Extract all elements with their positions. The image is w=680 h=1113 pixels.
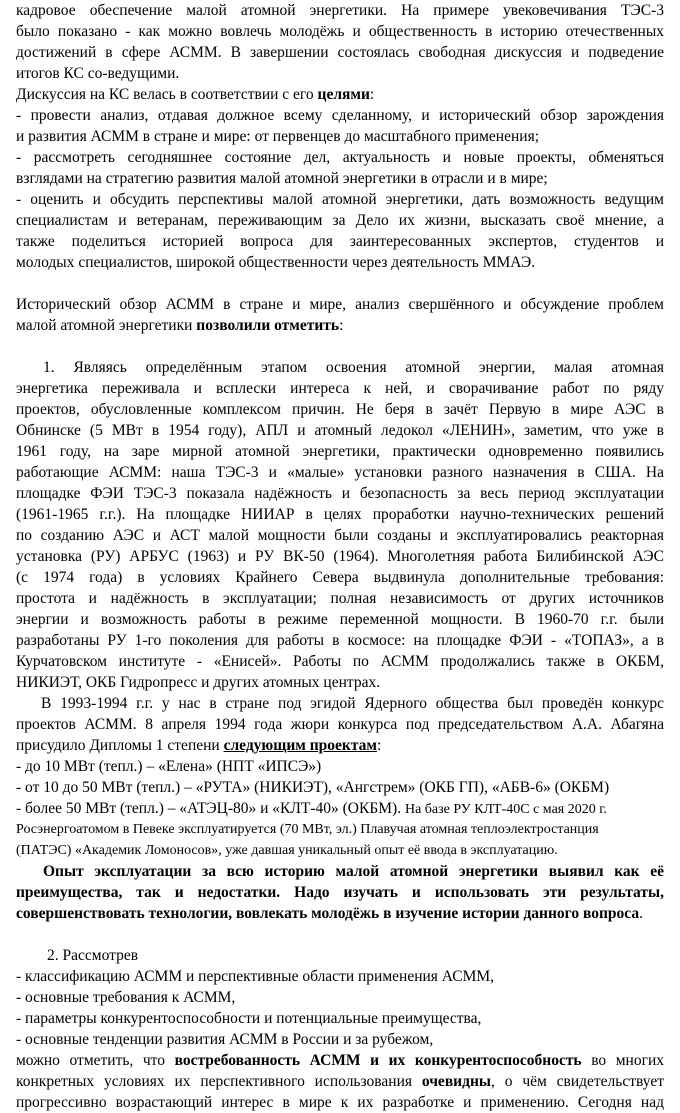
text-line — [16, 42, 664, 63]
text-run: В 1993-1994 г.г. у нас в стране под эгидой Ядерного общества был проведён конкурс — [41, 695, 664, 712]
text-run: - до 10 МВт (тепл.) – «Елена» (НПТ «ИПСЭ») — [16, 758, 322, 775]
text-run: также поделиться историей вопроса для заинтересованных экспертов, студентов и — [16, 233, 664, 250]
text-run: во многих — [581, 1052, 665, 1069]
text-run: и развития АСММ в стране и мире: от первенцев до масштабного применения; — [16, 128, 540, 145]
text-line — [16, 819, 664, 840]
text-run: работающие АСММ: наша ТЭС-3 и «малые» установки разного назначения в США. На — [16, 464, 664, 481]
text-line — [16, 1029, 664, 1050]
text-line — [16, 567, 664, 588]
text-line — [16, 210, 664, 231]
text-line — [16, 294, 664, 315]
underlined-text: следующим проектам — [223, 737, 377, 754]
text-run: итогов КС со-ведущими. — [16, 65, 180, 82]
text-line — [16, 483, 664, 504]
text-run: На базе РУ КЛТ-40С с мая 2020 г. — [404, 802, 607, 817]
text-run: специалистам и ветеранам, переживающим за Дело их жизни, высказать своё мнение, а — [16, 212, 664, 229]
text-run: 1. Являясь определённым этапом освоения атомной энергии, малая атомная — [43, 359, 664, 376]
text-line — [16, 651, 664, 672]
text-run: - более 50 МВт (тепл.) – «АТЭЦ-80» и «КЛТ-40» (ОКБМ). — [16, 800, 405, 817]
text-run: : — [339, 317, 344, 334]
text-run: площадке ФЭИ ТЭС-3 показала надёжность и безопасность за весь период эксплуатации — [16, 485, 664, 502]
text-line — [16, 945, 664, 966]
text-run: было показано - как можно вовлечь молодёжь и общественность в историю отечественных — [16, 23, 664, 40]
text-run: : — [369, 86, 375, 103]
text-line — [16, 714, 664, 735]
text-line — [16, 231, 664, 252]
bold-text: преимущества, так и недостатки. Надо изучать и использовать эти результаты, — [16, 884, 664, 901]
bold-text: востребованность АСММ и их конкурентоспособность — [174, 1052, 582, 1069]
text-run: (1961-1965 г.г.). На площадке НИИАР в целях проработки научно-технических решений — [16, 506, 664, 523]
text-run: . — [639, 905, 643, 922]
text-line — [16, 189, 664, 210]
text-line — [16, 441, 664, 462]
bold-text: позволили отметить — [196, 317, 340, 334]
text-run: 1961 году, на заре мирной атомной энергетики, практически одновременно появились — [16, 443, 664, 460]
text-run: можно отметить, что — [16, 1052, 175, 1069]
text-run: - параметры конкурентоспособности и потенциальные преимущества, — [16, 1010, 482, 1027]
text-line — [16, 861, 664, 882]
text-line — [16, 1071, 664, 1092]
text-run: достижений в сфере АСММ. В завершении состоялась свободная дискуссия и подведение — [16, 44, 664, 61]
text-run: - основные требования к АСММ, — [16, 989, 236, 1006]
text-run: 2. Рассмотрев — [47, 947, 139, 964]
text-line — [16, 903, 664, 924]
text-run: присудило Дипломы 1 степени — [16, 737, 224, 754]
text-run: проектов, обусловленные комплексом причин. Не беря в зачёт Первую в мире АЭС в — [16, 401, 664, 418]
text-line — [16, 840, 664, 861]
text-run: - классификацию АСММ и перспективные области применения АСММ, — [16, 968, 495, 985]
text-run: проектов АСММ. 8 апреля 1994 года жюри конкурса под председательством А.А. Абагяна — [16, 716, 664, 733]
text-run: Росэнергоатомом в Певеке эксплуатируется (70 МВт, эл.) Плавучая атомная теплоэлектростанция — [16, 822, 599, 837]
text-line — [16, 147, 664, 168]
text-run: - провести анализ, отдавая должное всему сделанному, и исторический обзор зарождения — [16, 107, 664, 124]
text-line — [16, 420, 664, 441]
text-line — [16, 21, 664, 42]
text-line — [16, 252, 664, 273]
text-run: прогрессивно возрастающий интерес в мире к их разработке и применению. Сегодня над — [16, 1094, 664, 1111]
text-run: (ПАТЭС) «Академик Ломоносов», уже давшая уникальный опыт её ввода в эксплуатацию. — [16, 843, 558, 858]
text-run: - от 10 до 50 МВт (тепл.) – «РУТА» (НИКИЭТ), «Ангстрем» (ОКБ ГП), «АБВ-6» (ОКБМ) — [16, 779, 610, 796]
text-line — [16, 588, 664, 609]
text-line — [16, 1050, 664, 1071]
text-line — [16, 987, 664, 1008]
text-run: по созданию АЭС и АСТ малой мощности были созданы и эксплуатировались реакторная — [16, 527, 664, 544]
text-run: Обнинске (5 МВт в 1954 году), АПЛ и атомный ледокол «ЛЕНИН», заметим, что уже в — [16, 422, 664, 439]
text-run: Дискуссия на КС велась в соответствии с его — [16, 86, 318, 103]
bold-text: целями — [317, 86, 370, 103]
text-run: Исторический обзор АСММ в стране и мире, анализ свершённого и обсуждение проблем — [16, 296, 664, 313]
text-line — [16, 609, 664, 630]
text-run: энергии и возможность работы в режиме переменной мощности. В 1960-70 г.г. были — [16, 611, 664, 628]
text-line — [16, 882, 664, 903]
text-line — [16, 315, 664, 336]
text-run: простота и надёжность в эксплуатации; полная независимость от других источников — [16, 590, 664, 607]
text-run: установка (РУ) АРБУС (1963) и РУ ВК-50 (1964). Многолетняя работа Билибинской АЭС — [16, 548, 664, 565]
text-run: - основные тенденции развития АСММ в России и за рубежом, — [16, 1031, 434, 1048]
bold-text: очевидны — [421, 1073, 491, 1090]
text-run: Курчатовском институте - «Енисей». Работы по АСММ продолжались также в ОКБМ, — [16, 653, 664, 670]
text-line — [16, 798, 664, 819]
text-line — [16, 378, 664, 399]
text-line — [16, 966, 664, 987]
text-line — [16, 168, 664, 189]
text-line — [16, 0, 664, 21]
text-line — [16, 630, 664, 651]
text-run: (с 1974 года) в условиях Крайнего Севера выдвинула дополнительные требования: — [16, 569, 664, 586]
text-line — [16, 357, 664, 378]
text-run: взглядами на стратегию развития малой атомной энергетики в отрасли и в мире; — [16, 170, 548, 187]
text-run: конкретных условиях их перспективного использования — [16, 1073, 422, 1090]
text-line — [16, 693, 664, 714]
text-line — [16, 462, 664, 483]
text-run: энергетика переживала и всплески интереса к ней, и сворачивание работ по ряду — [16, 380, 664, 397]
text-line — [16, 126, 664, 147]
text-line — [16, 756, 664, 777]
bold-text: Опыт эксплуатации за всю историю малой атомной энергетики выявил как её — [43, 863, 664, 880]
text-line — [16, 777, 664, 798]
text-line — [16, 735, 664, 756]
text-line — [16, 504, 664, 525]
text-run: молодых специалистов, широкой общественности через деятельность ММАЭ. — [16, 254, 536, 271]
text-run: малой атомной энергетики — [16, 317, 197, 334]
text-run: кадровое обеспечение малой атомной энергетики. На примере увековечивания ТЭС-3 — [16, 2, 664, 19]
text-line — [16, 105, 664, 126]
text-line — [16, 63, 664, 84]
text-run: разработаны РУ 1-го поколения для работы в космосе: на площадке ФЭИ - «ТОПАЗ», а в — [16, 632, 664, 649]
text-line — [16, 1092, 664, 1113]
text-run: НИКИЭТ, ОКБ Гидропресс и других атомных центрах. — [16, 674, 381, 691]
text-run: - оценить и обсудить перспективы малой атомной энергетики, дать возможность ведущим — [16, 191, 664, 208]
text-line — [16, 399, 664, 420]
text-line — [16, 672, 664, 693]
text-line — [16, 525, 664, 546]
text-line — [16, 1008, 664, 1029]
text-run: : — [376, 737, 382, 754]
text-run: - рассмотреть сегодняшнее состояние дел, актуальность и новые проекты, обменяться — [16, 149, 664, 166]
text-line — [16, 546, 664, 567]
bold-text: совершенствовать технологии, вовлекать молодёжь в изучение истории данного вопроса — [16, 905, 640, 922]
text-line — [16, 84, 664, 105]
bold-text — [224, 737, 377, 754]
text-run: , о чём свидетельствует — [491, 1073, 665, 1090]
